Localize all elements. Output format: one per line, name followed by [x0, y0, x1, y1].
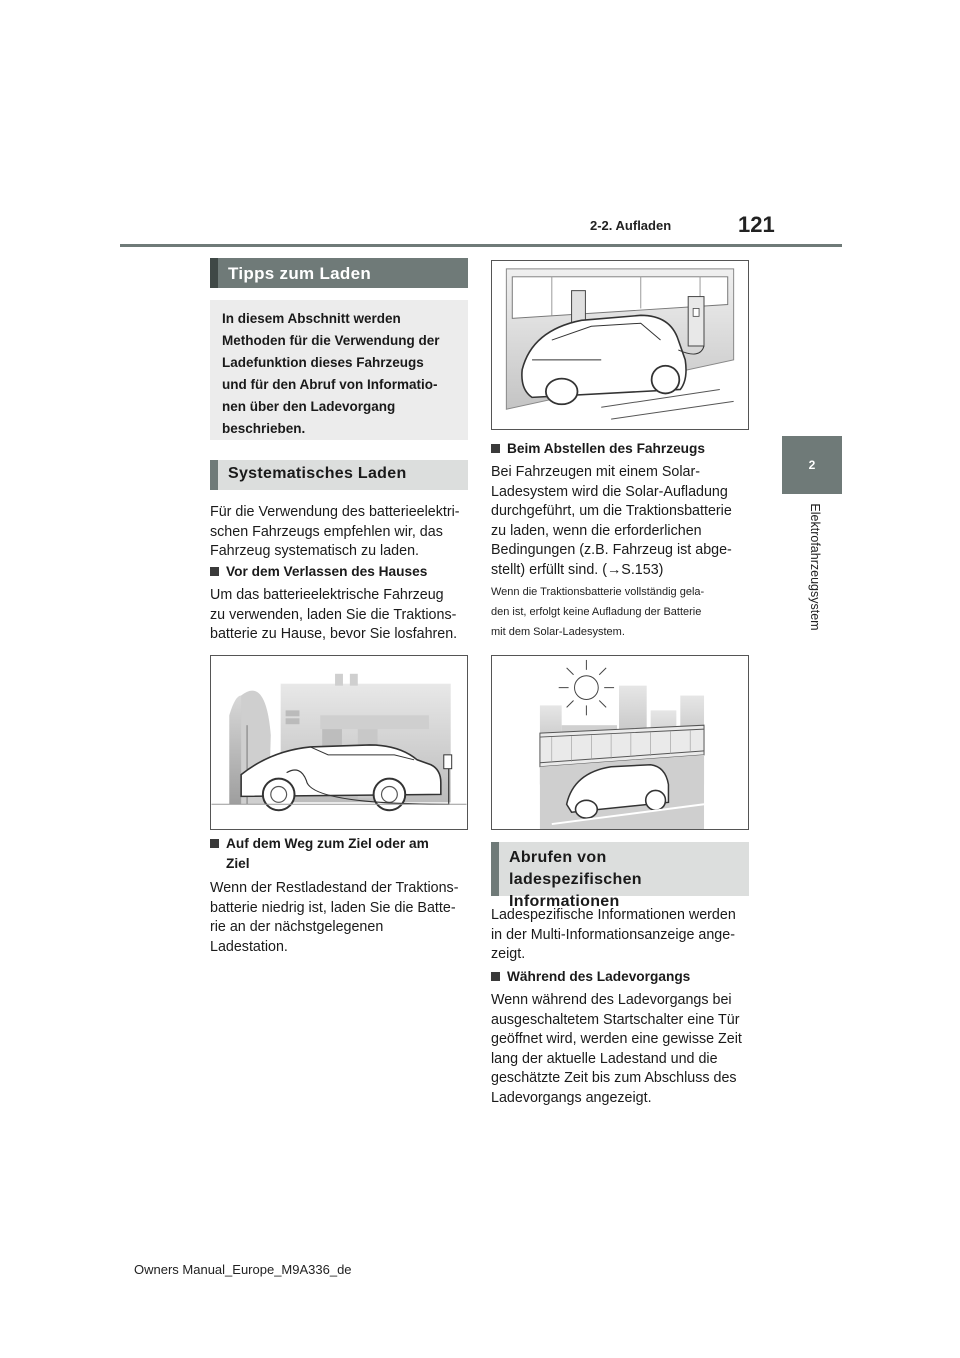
solar-charging-illustration: [491, 655, 749, 830]
text-line: Ladestation.: [210, 938, 288, 955]
text-line: lang der aktuelle Ladestand und die: [491, 1050, 718, 1067]
header-rule: [120, 244, 842, 247]
home-charging-svg: [211, 656, 467, 829]
home-charging-illustration: [210, 655, 468, 830]
text-line: batterie niedrig ist, laden Sie die Batte-: [210, 899, 456, 916]
section-label: 2-2. Aufladen: [590, 218, 672, 233]
tips-title: Tipps zum Laden: [210, 258, 468, 288]
square-bullet-icon: [491, 444, 500, 453]
text-line: zeigt.: [491, 946, 526, 962]
intro-line: und für den Abruf von Informatio-: [222, 377, 438, 392]
text-line: schen Fahrzeugs empfehlen wir, das: [210, 523, 443, 540]
text-line: Ladesystem wird die Solar-Aufladung: [491, 483, 728, 500]
text-line: rie an der nächstgelegenen: [210, 919, 384, 935]
text-line: geschätzte Zeit bis zum Abschluss des: [491, 1070, 737, 1086]
footer-text: Owners Manual_Europe_M9A336_de: [134, 1262, 352, 1277]
square-bullet-icon: [210, 567, 219, 576]
text-line: durchgeführt, um die Traktionsbatterie: [491, 503, 732, 519]
intro-line: nen über den Ladevorgang: [222, 399, 396, 414]
parking-charging-svg: [492, 261, 748, 429]
during-paragraph: [491, 991, 753, 1108]
text-line: Wenn der Restladestand der Traktions-: [210, 880, 459, 896]
on-the-way-paragraph: [210, 879, 472, 957]
bullet-heading-on-the-way: [210, 834, 484, 874]
chapter-tab[interactable]: 2: [782, 436, 842, 494]
sun-icon: [559, 660, 614, 715]
note-line: den ist, erfolgt keine Aufladung der Batterie: [491, 606, 702, 618]
intro-line: In diesem Abschnitt werden: [222, 311, 401, 326]
intro-line: Ladefunktion dieses Fahrzeugs: [222, 355, 424, 370]
text-line: batterie zu Hause, bevor Sie losfahren.: [210, 626, 458, 642]
text-line: zu laden, wenn die erforderlichen: [491, 522, 702, 539]
square-bullet-icon: [491, 972, 500, 981]
info-title-line: Informationen: [509, 893, 620, 910]
note-line: mit dem Solar-Ladesystem.: [491, 626, 625, 638]
systematic-title: Systematisches Laden: [210, 460, 468, 490]
chapter-label: Elektrofahrzeugsystem: [808, 503, 822, 631]
text-line: Wenn während des Ladevorgangs bei: [491, 992, 732, 1008]
text-line: Ladespezifische Informationen werden: [491, 907, 736, 923]
page-number: 121: [738, 212, 775, 237]
text-line: Ladevorgangs angezeigt.: [491, 1089, 652, 1106]
bullet-heading-text: Ziel: [226, 856, 250, 871]
text-line: geöffnet wird, werden eine gewisse Zeit: [491, 1031, 742, 1047]
text-line: Bei Fahrzeugen mit einem Solar-: [491, 464, 700, 480]
info-title: [491, 842, 749, 910]
bullet-heading-text: Beim Abstellen des Fahrzeugs: [507, 441, 706, 456]
parking-note: [491, 582, 753, 642]
intro-box: [210, 300, 468, 440]
text-line: Fahrzeug systematisch zu laden.: [210, 543, 419, 559]
parking-paragraph: [491, 463, 753, 580]
leaving-home-paragraph: [210, 586, 472, 645]
text-line: zu verwenden, laden Sie die Traktions-: [210, 606, 457, 623]
bullet-heading-parking: [491, 439, 765, 459]
intro-line: Methoden für die Verwendung der: [222, 333, 440, 348]
bullet-heading-text: Während des Ladevorgangs: [507, 969, 691, 984]
info-title-line: Abrufen von ladespezifischen: [509, 849, 642, 888]
systematic-paragraph: [210, 503, 472, 562]
bullet-heading-text: Vor dem Verlassen des Hauses: [226, 564, 428, 579]
intro-line: beschrieben.: [222, 421, 306, 436]
text-line: in der Multi-Informationsanzeige ange-: [491, 926, 735, 943]
text-line: ausgeschaltetem Startschalter eine Tür: [491, 1011, 740, 1028]
text-line: Bedingungen (z.B. Fahrzeug ist abge-: [491, 542, 732, 558]
text-line: Für die Verwendung des batterieelektri-: [210, 504, 460, 520]
bullet-heading-leaving-home: [210, 562, 484, 582]
solar-charging-svg: [492, 656, 748, 829]
parking-charging-illustration: [491, 260, 749, 430]
text-line: Um das batterieelektrische Fahrzeug: [210, 587, 444, 603]
text-line: stellt) erfüllt sind. (→S.153): [491, 561, 664, 578]
square-bullet-icon: [210, 839, 219, 848]
info-paragraph: [491, 906, 753, 965]
bullet-heading-during: [491, 967, 765, 987]
bullet-heading-text: Auf dem Weg zum Ziel oder am: [226, 836, 429, 851]
note-line: Wenn die Traktionsbatterie vollständig gela-: [491, 586, 705, 598]
